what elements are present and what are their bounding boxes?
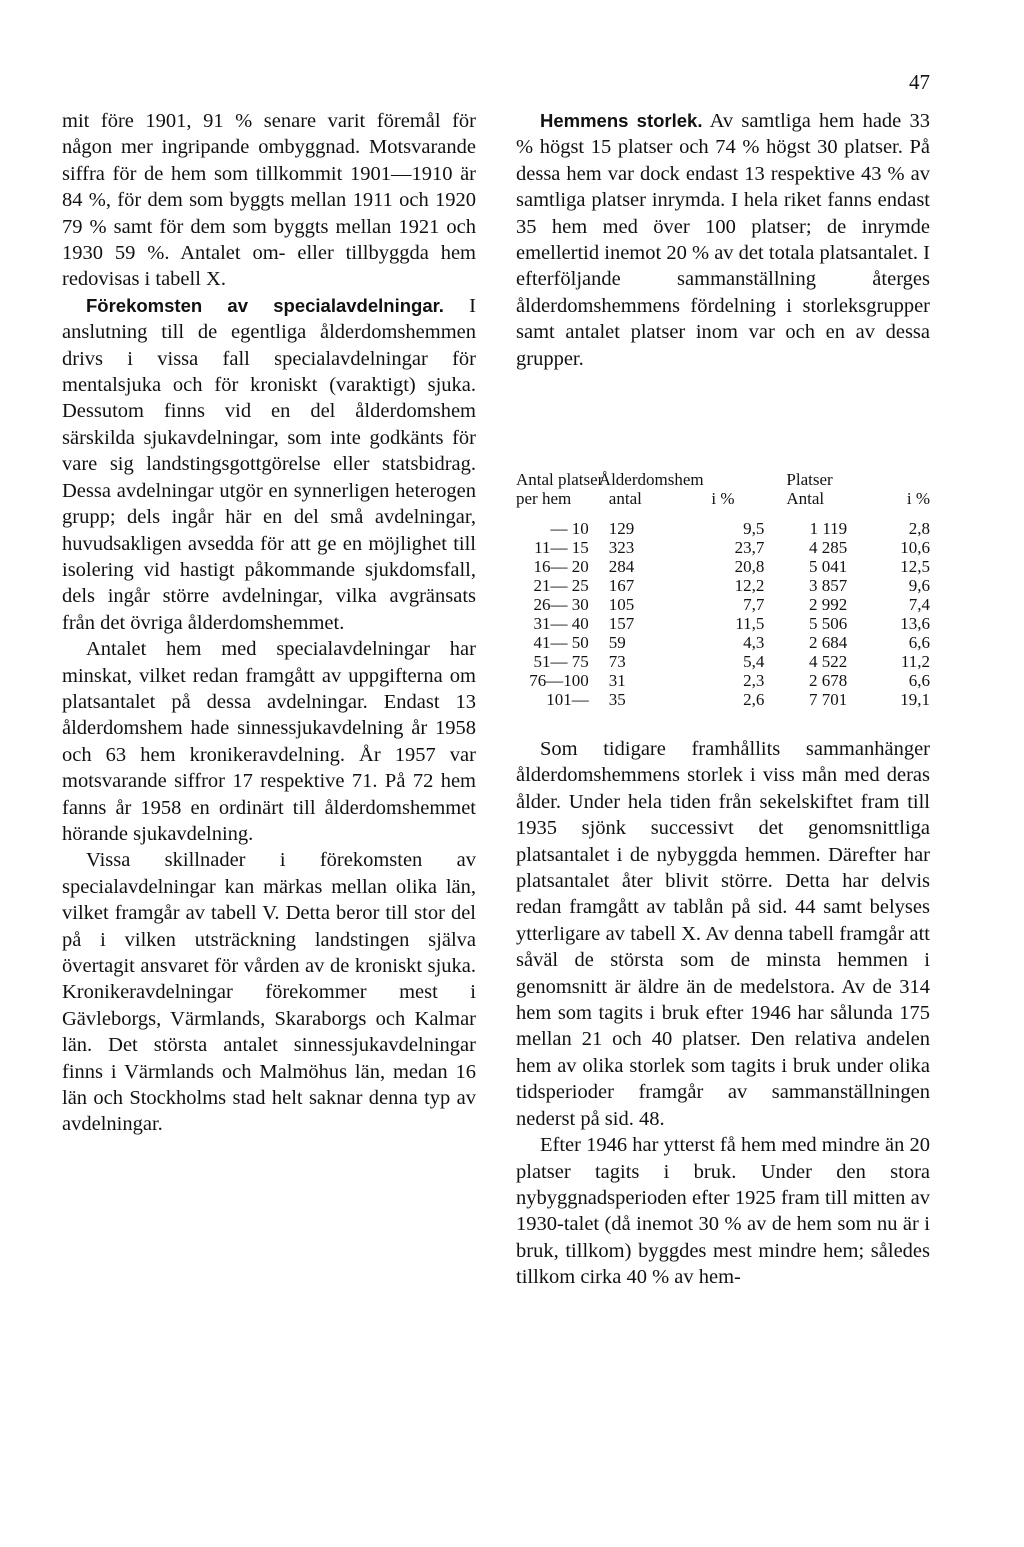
right-column (516, 108, 930, 372)
table-cell: 12,2 (734, 576, 765, 595)
table-header-cell: i % (906, 489, 930, 508)
table-cell: 12,5 (900, 557, 930, 576)
table-cell: 2 992 (808, 595, 848, 614)
table-row (516, 633, 930, 652)
table-cell: 5 506 (808, 614, 848, 633)
paragraph-text: Av samtliga hem hade 33 % högst 15 platser och 74 % högst 30 platser. På dessa hem var dock endast 13 respektive 43 % av samtliga platser inrymda. I hela riket fanns endast 35 hem med över 100 platser; de inrymde emellertid inemot 20 % av det totala platsantalet. I efterföljande sammanställning återges ålderdomshemmens fördelning i storleksgrupper samt antalet platser inom var och en av dessa grupper. (516, 110, 931, 370)
table-cell: 284 (608, 557, 635, 576)
table-cell: 2,3 (743, 671, 765, 690)
table-cell: 9,5 (743, 519, 765, 538)
table-cell: 2,6 (743, 690, 765, 709)
table-cell: 59 (608, 633, 626, 652)
paragraph: Efter 1946 har ytterst få hem med mindre än 20 platser tagits i bruk. Under den stora nybyggnadsperioden efter 1925 fram till mitten av 1930-talet (då inemot 30 % av de hem som nu är i bruk, tillkom) byggdes mest mindre hem; således tillkom cirka 40 % av hem- (516, 1134, 930, 1289)
table-cell: — 10 (550, 519, 589, 538)
table-cell: 101— (546, 690, 589, 709)
table-cell: 41— 50 (533, 633, 589, 652)
table-cell: 16— 20 (533, 557, 589, 576)
table-row (516, 538, 930, 557)
table-cell: 5,4 (743, 652, 765, 671)
table-cell: 19,1 (900, 690, 930, 709)
table-cell: 11— 15 (534, 538, 589, 557)
table-cell: 5 041 (808, 557, 848, 576)
table-cell: 31— 40 (533, 614, 589, 633)
paragraph: Vissa skillnader i förekomsten av specialavdelningar kan märkas mellan olika län, vilket framgår av tabell V. Detta beror till stor del på i vilken utsträckning landstingen själva övertagit ansvaret för vården av de kroniskt sjuka. Kronikeravdelningar förekommer mest i Gävleborgs, Värmlands, Skaraborgs och Kalmar län. Det största antalet sinnessjukavdelningar finns i Värmlands och Malmöhus län, medan 16 län och Stockholms stad helt saknar denna typ av avdelningar. (62, 849, 476, 1136)
table-header-row (516, 470, 930, 489)
table-cell: 21— 25 (533, 576, 589, 595)
paragraph (62, 293, 476, 636)
table-cell: 2 684 (808, 633, 848, 652)
table-cell: 31 (608, 671, 626, 690)
table-row (516, 595, 930, 614)
table-row (516, 614, 930, 633)
left-column (62, 108, 476, 1138)
table-cell: 167 (608, 576, 635, 595)
table-cell: 51— 75 (533, 652, 589, 671)
table-cell: 3 857 (808, 576, 848, 595)
table-cell: 7 701 (808, 690, 848, 709)
table-cell: 7,7 (743, 595, 765, 614)
page-number: 47 (909, 70, 930, 94)
table-cell: 23,7 (734, 538, 765, 557)
table-cell: 323 (608, 538, 635, 557)
table-header-cell: Ålderdomshem (598, 470, 704, 489)
table-header-cell: Antal (786, 489, 825, 508)
paragraph-text: I anslutning till de egentliga ålderdomshemmen drivs i vissa fall specialavdelningar för mentalsjuka och för kroniskt (varaktigt) sjuka. Dessutom finns vid en del ålderdomshem särskilda sjukavdelningar, som inte godkänts för vare sig landstingsgottgörelse eller statsbidrag. Dessa avdelningar utgör en synnerligen heterogen grupp; dels ingår här en del små avdelningar, huvudsakligen avsedda för att ge en möjlighet till isolering vid hastigt påkommande sjukdomsfall, dels ingår större avdelningar, vilka avgränsats från det övriga ålderdomshemmet. (62, 294, 476, 634)
table-row (516, 557, 930, 576)
table-cell: 129 (608, 519, 635, 538)
right-column-lower (516, 736, 930, 1291)
table-cell: 2,8 (908, 519, 930, 538)
table-cell: 35 (608, 690, 626, 709)
table-header-cell: antal (608, 489, 642, 508)
table-cell: 4,3 (743, 633, 765, 652)
table-header-cell (847, 470, 930, 489)
paragraph: Antalet hem med specialavdelningar har minskat, vilket redan framgått av uppgifterna om platsantalet på dessa avdelningar. Endast 13 ålderdomshem hade sinnessjukavdelning år 1958 och 63 hem kronikeravdelning. År 1957 var motsvarande siffror 17 respektive 71. På 72 hem fanns år 1958 en ordinärt till ålderdomshemmet hörande sjukavdelning. (62, 638, 476, 845)
table-cell: 2 678 (808, 671, 848, 690)
section-heading: Hemmens storlek. (540, 110, 703, 131)
table-cell: 9,6 (908, 576, 930, 595)
table-cell: 11,5 (735, 614, 765, 633)
paragraph: Som tidigare framhållits sammanhänger ålderdomshemmens storlek i viss mån med deras ålder. Under hela tiden från sekelskiftet fram till 1935 sjönk successivt det genomsnittliga platsantalet i de nybyggda hemmen. Därefter har platsantalet åter blivit större. Detta har delvis redan framgått av tablån på sid. 44 samt belyses ytterligare av tabell X. Av denna tabell framgår att såväl de största som de minsta hemmen i genomsnitt är äldre än de medelstora. Av de 314 hem som tagits i bruk efter 1946 har sålunda 175 mellan 21 och 40 platser. Den relativa andelen hem av olika storlek som tagits i bruk under olika tidsperioder framgår av sammanställningen nederst på sid. 48. (516, 738, 930, 1130)
table-header-cell: Antal platser (516, 470, 604, 489)
table-cell: 4 285 (808, 538, 848, 557)
table-row (516, 652, 930, 671)
table-cell: 73 (608, 652, 626, 671)
paragraph (516, 108, 930, 372)
table-cell: 105 (608, 595, 635, 614)
table-header-cell: Platser (786, 470, 833, 489)
table-cell: 13,6 (900, 614, 930, 633)
table-cell: 1 119 (809, 519, 848, 538)
table-cell: 10,6 (900, 538, 930, 557)
table-header-row (516, 489, 930, 508)
table-cell: 26— 30 (533, 595, 589, 614)
table-cell: 7,4 (908, 595, 930, 614)
section-heading: Förekomsten av specialavdelningar. (86, 294, 444, 316)
table-row (516, 576, 930, 595)
table-cell: 6,6 (908, 633, 930, 652)
table-cell: 157 (608, 614, 635, 633)
table-cell: 6,6 (908, 671, 930, 690)
size-distribution-table (516, 470, 930, 709)
table-cell: 11,2 (900, 652, 930, 671)
table-header-cell: per hem (516, 489, 572, 508)
table-cell: 4 522 (808, 652, 848, 671)
paragraph: mit före 1901, 91 % senare varit föremål för någon mer ingripande ombyggnad. Motsvarande siffra för de hem som tillkommit 1901—1910 är 84 %, för dem som byggts mellan 1911 och 1920 79 % samt för dem som byggts mellan 1921 och 1930 59 %. Antalet om- eller tillbyggda hem redovisas i tabell X. (62, 110, 476, 291)
table-row (516, 690, 930, 709)
table-cell: 20,8 (734, 557, 765, 576)
table-header-cell: i % (711, 489, 735, 508)
table-cell: 76—100 (529, 671, 589, 690)
table-row (516, 508, 930, 538)
table-row (516, 671, 930, 690)
